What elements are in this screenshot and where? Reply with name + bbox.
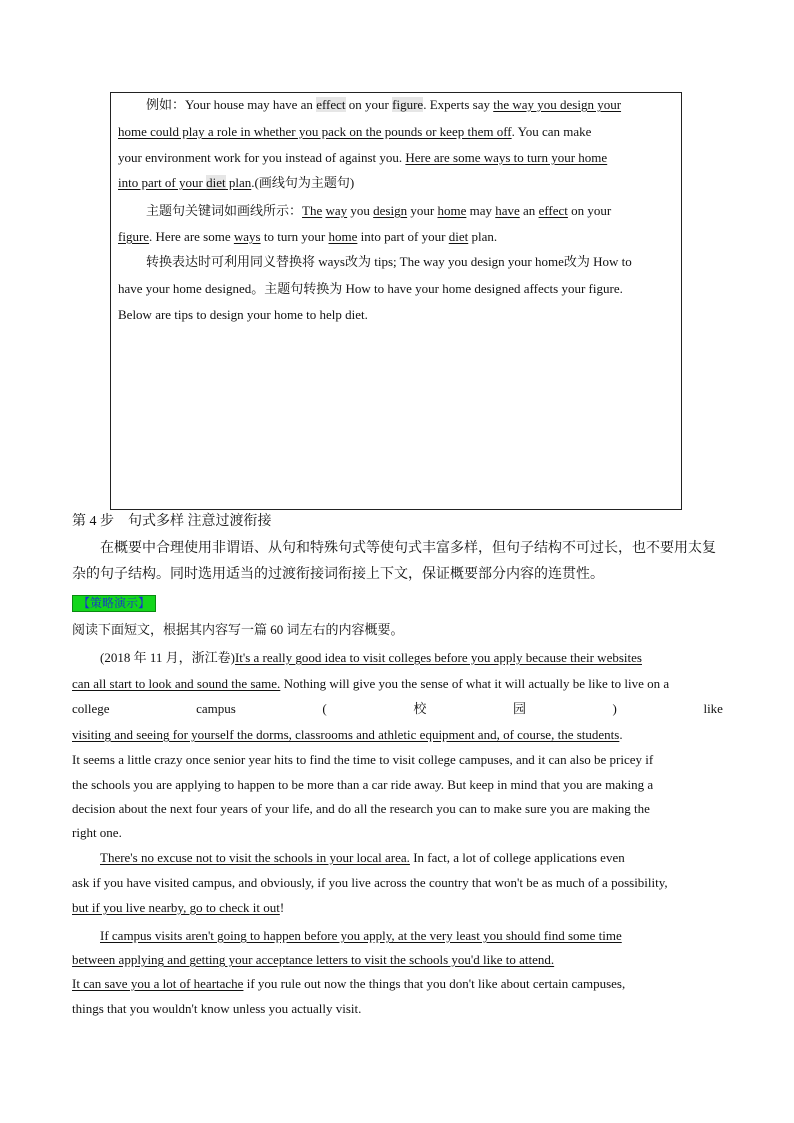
- keyword: figure: [118, 229, 150, 244]
- box-line-8: have your home designed。主题句转换为 How to have your home designed affects your figure.: [118, 281, 623, 296]
- text: if you rule out now the things that you don't like about certain campuses,: [243, 976, 626, 991]
- keyword: diet: [448, 229, 469, 244]
- key-sentence: It can save you a lot of heartache: [72, 976, 244, 991]
- passage-line: visiting and seeing for yourself the dorms, classrooms and athletic equipment and, of course, the students.: [72, 727, 623, 742]
- keyword: way: [325, 203, 348, 218]
- key-sentence: but if you live nearby, go to check it out: [72, 900, 280, 915]
- topic-sentence: plan: [225, 175, 252, 190]
- box-line-5: 主题句关键词如画线所示：The way you design your home may have an effect on your: [146, 203, 612, 218]
- passage-line: [100, 850, 625, 866]
- text: . You can make: [511, 124, 592, 139]
- source: (2018 年 11 月，浙江卷): [100, 650, 235, 665]
- word: college: [72, 701, 110, 716]
- step-heading: 第 4 步 句式多样 注意过渡衔接: [72, 514, 272, 529]
- text: 例如：Your house may have an: [146, 97, 317, 112]
- passage-line: It seems a little crazy once senior year hits to find the time to visit college campuses, and it can also be pricey if: [72, 752, 654, 767]
- passage-line: ask if you have visited campus, and obviously, if you live across the country that won't be as much of a possibility,: [72, 875, 668, 890]
- text: your environment work for you instead of against you.: [118, 150, 406, 165]
- key-sentence: If campus visits aren't going to happen before you apply, at the very least you should find some time: [100, 928, 622, 943]
- keyword: home: [328, 229, 358, 244]
- passage-line: [72, 676, 669, 692]
- keyword: effect: [538, 203, 568, 218]
- passage-line: [100, 650, 642, 666]
- text: Nothing will give you the sense of what it will actually be like to live on a: [280, 676, 670, 691]
- box-line-6: figure. Here are some ways to turn your home into part of your diet plan.: [118, 229, 498, 244]
- text: . Experts say: [423, 97, 494, 112]
- box-line-3: [118, 150, 607, 166]
- passage-line: [72, 976, 625, 992]
- topic-sentence: into part of your: [118, 175, 207, 190]
- topic-sentence: home could play a role in whether you pack on the pounds or keep them off: [118, 124, 512, 139]
- box-line-2: [118, 124, 591, 140]
- key-sentence: There's no excuse not to visit the schools in your local area.: [100, 850, 410, 865]
- keyword: home: [437, 203, 467, 218]
- key-sentence: It's a really good idea to visit colleges before you apply because their websites: [234, 650, 642, 665]
- topic-sentence: the way you design your: [493, 97, 622, 112]
- word: like: [703, 701, 723, 716]
- keyword: The: [302, 203, 323, 218]
- step-paragraph-line: 杂的句子结构。同时选用适当的过渡衔接词衔接上下文，保证概要部分内容的连贯性。: [72, 567, 604, 582]
- keyword: figure: [392, 97, 424, 112]
- key-sentence: between applying and getting your acceptance letters to visit the schools you'd like to attend.: [72, 952, 555, 967]
- keyword: ways: [233, 229, 261, 244]
- word: 园: [512, 701, 526, 716]
- key-sentence: visiting and seeing for yourself the dorms, classrooms and athletic equipment and, of course, the students: [72, 727, 620, 742]
- passage-line: things that you wouldn't know unless you actually visit.: [72, 1001, 362, 1016]
- passage-line: the schools you are applying to happen to be more than a car ride away. But keep in mind that you are making a: [72, 777, 654, 792]
- instruction: 阅读下面短文，根据其内容写一篇 60 词左右的内容概要。: [72, 622, 404, 637]
- strategy-demo-tag: 【策略演示】: [72, 595, 156, 612]
- step-paragraph-line: 在概要中合理使用非谓语、从句和特殊句式等使句式丰富多样，但句子结构不可过长，也不要用太复: [100, 541, 716, 556]
- box-line-4: [118, 175, 354, 191]
- text: on your: [345, 97, 393, 112]
- passage-line-justified: [72, 701, 723, 717]
- box-line-1: [146, 97, 621, 113]
- passage-line: decision about the next four years of your life, and do all the research you can to make sure you are making the: [72, 801, 650, 816]
- passage-line: but if you live nearby, go to check it out!: [72, 900, 285, 915]
- keyword: have: [495, 203, 520, 218]
- topic-sentence: Here are some ways to turn your home: [405, 150, 608, 165]
- word: 校: [413, 701, 427, 716]
- box-line-7: 转换表达时可利用同义替换将 ways改为 tips; The way you design your home改为 How to: [146, 254, 632, 269]
- key-sentence: can all start to look and sound the same.: [72, 676, 281, 691]
- word: (: [322, 701, 327, 716]
- keyword: diet: [206, 175, 226, 190]
- box-line-9: Below are tips to design your home to help diet.: [118, 307, 368, 322]
- text: In fact, a lot of college applications even: [409, 850, 625, 865]
- text: 主题句关键词如画线所示：: [146, 203, 303, 218]
- keyword: effect: [316, 97, 346, 112]
- passage-line: [100, 928, 622, 944]
- word: campus: [196, 701, 236, 716]
- passage-line: right one.: [72, 825, 122, 840]
- passage-line: [72, 952, 554, 968]
- text: .(画线句为主题句): [251, 175, 355, 190]
- word: ): [612, 701, 617, 716]
- keyword: design: [373, 203, 408, 218]
